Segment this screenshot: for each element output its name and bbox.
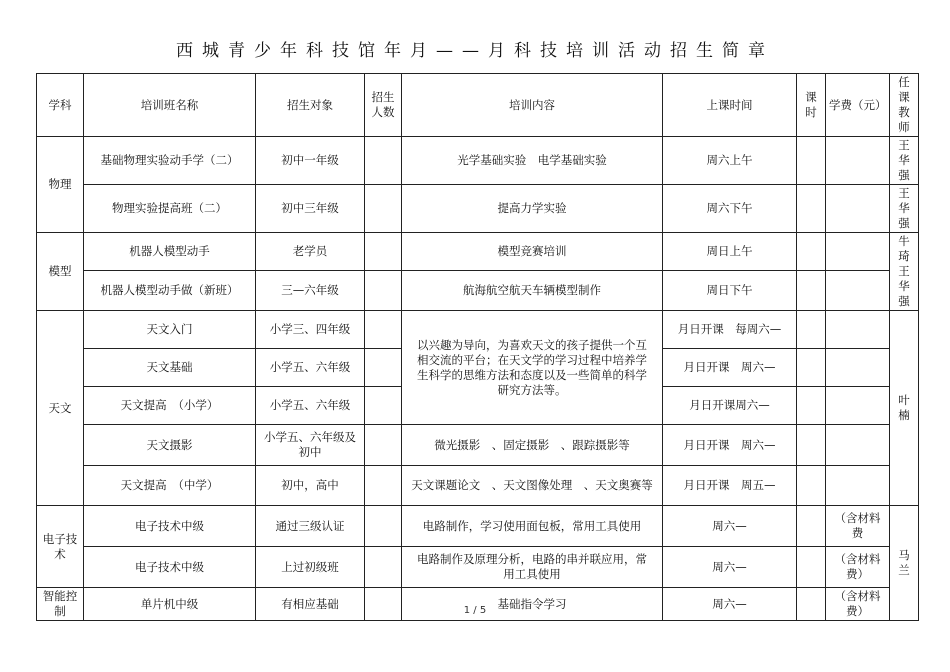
target-cell: 有相应基础 — [256, 588, 365, 621]
subject-cell: 电子技术 — [37, 506, 84, 588]
table-row — [37, 506, 919, 547]
time-cell: 月日开课 周五— — [663, 466, 797, 506]
header-hours: 课时 — [797, 74, 826, 137]
table-row — [37, 547, 919, 588]
hours-cell — [797, 387, 826, 425]
content-cell: 以兴趣为导向，为喜欢天文的孩子提供一个互相交流的平台；在天文学的学习过程中培养学生科学的思维方法和态度以及一些简单的科学研究方法等。 — [402, 311, 663, 425]
fee-cell: （含材料费 — [826, 506, 890, 547]
target-cell: 小学三、四年级 — [256, 311, 365, 349]
fee-cell: （含材料费） — [826, 588, 890, 621]
teacher-cell: 马兰 — [890, 506, 919, 621]
fee-cell — [826, 137, 890, 185]
class-name-cell: 天文摄影 — [84, 425, 256, 466]
target-cell: 三—六年级 — [256, 271, 365, 311]
header-subject: 学科 — [37, 74, 84, 137]
header-teacher: 任课教师 — [890, 74, 919, 137]
time-cell: 周日上午 — [663, 233, 797, 271]
class-name-cell: 天文基础 — [84, 349, 256, 387]
hours-cell — [797, 233, 826, 271]
hours-cell — [797, 137, 826, 185]
target-cell: 上过初级班 — [256, 547, 365, 588]
header-row — [37, 74, 919, 137]
fee-cell — [826, 387, 890, 425]
class-name-cell: 机器人模型动手 — [84, 233, 256, 271]
page-number: 1 / 5 — [463, 605, 487, 616]
table-row — [37, 233, 919, 271]
time-cell: 周六— — [663, 547, 797, 588]
enroll-cell — [365, 349, 402, 387]
target-cell: 初中，高中 — [256, 466, 365, 506]
hours-cell — [797, 547, 826, 588]
time-cell: 月日开课周六— — [663, 387, 797, 425]
header-time: 上课时间 — [663, 74, 797, 137]
class-name-cell: 天文提高 （中学） — [84, 466, 256, 506]
content-cell: 基础指令学习 — [402, 588, 663, 621]
teacher-cell: 王华强 — [890, 185, 919, 233]
hours-cell — [797, 466, 826, 506]
header-class-name: 培训班名称 — [84, 74, 256, 137]
hours-cell — [797, 311, 826, 349]
enroll-cell — [365, 506, 402, 547]
hours-cell — [797, 271, 826, 311]
subject-cell: 智能控制 — [37, 588, 84, 621]
class-name-cell: 机器人模型动手做（新班） — [84, 271, 256, 311]
target-cell: 初中一年级 — [256, 137, 365, 185]
target-cell: 小学五、六年级 — [256, 387, 365, 425]
content-cell: 电路制作及原理分析，电路的串并联应用，常用工具使用 — [402, 547, 663, 588]
fee-cell — [826, 311, 890, 349]
enroll-cell — [365, 466, 402, 506]
content-cell: 提高力学实验 — [402, 185, 663, 233]
fee-cell — [826, 425, 890, 466]
content-cell: 微光摄影 、固定摄影 、跟踪摄影等 — [402, 425, 663, 466]
target-cell: 小学五、六年级 — [256, 349, 365, 387]
table-row — [37, 425, 919, 466]
course-table — [36, 73, 922, 621]
teacher-cell: 叶楠 — [890, 311, 919, 506]
teacher-cell: 王华强 — [890, 137, 919, 185]
class-name-cell: 天文入门 — [84, 311, 256, 349]
time-cell: 周六下午 — [663, 185, 797, 233]
hours-cell — [797, 349, 826, 387]
fee-cell — [826, 233, 890, 271]
time-cell: 月日开课 周六— — [663, 425, 797, 466]
class-name-cell: 天文提高 （小学） — [84, 387, 256, 425]
hours-cell — [797, 425, 826, 466]
class-name-cell: 电子技术中级 — [84, 547, 256, 588]
fee-cell — [826, 271, 890, 311]
subject-cell: 模型 — [37, 233, 84, 311]
enroll-cell — [365, 311, 402, 349]
fee-cell — [826, 185, 890, 233]
target-cell: 通过三级认证 — [256, 506, 365, 547]
enroll-cell — [365, 271, 402, 311]
fee-cell — [826, 349, 890, 387]
table-row — [37, 137, 919, 185]
content-cell: 电路制作，学习使用面包板，常用工具使用 — [402, 506, 663, 547]
header-target: 招生对象 — [256, 74, 365, 137]
time-cell: 月日开课 每周六— — [663, 311, 797, 349]
enroll-cell — [365, 547, 402, 588]
table-row — [37, 311, 919, 349]
class-name-cell: 物理实验提高班（二） — [84, 185, 256, 233]
table-row — [37, 185, 919, 233]
time-cell: 周六— — [663, 506, 797, 547]
teacher-cell: 牛琦 王华强 — [890, 233, 919, 311]
enroll-cell — [365, 387, 402, 425]
time-cell: 月日开课 周六— — [663, 349, 797, 387]
class-name-cell: 单片机中级 — [84, 588, 256, 621]
enroll-cell — [365, 137, 402, 185]
target-cell: 初中三年级 — [256, 185, 365, 233]
subject-cell: 天文 — [37, 311, 84, 506]
content-cell: 天文课题论文 、天文图像处理 、天文奥赛等 — [402, 466, 663, 506]
class-name-cell: 基础物理实验动手学（二） — [84, 137, 256, 185]
class-name-cell: 电子技术中级 — [84, 506, 256, 547]
header-fee: 学费（元） — [826, 74, 890, 137]
time-cell: 周日下午 — [663, 271, 797, 311]
enroll-cell — [365, 233, 402, 271]
time-cell: 周六上午 — [663, 137, 797, 185]
enroll-cell — [365, 425, 402, 466]
hours-cell — [797, 506, 826, 547]
content-cell: 光学基础实验 电学基础实验 — [402, 137, 663, 185]
page-title: 西城青少年科技馆年月——月科技培训活动招生简章 — [176, 41, 774, 61]
table-row — [37, 466, 919, 506]
target-cell: 老学员 — [256, 233, 365, 271]
table-row — [37, 271, 919, 311]
target-cell: 小学五、六年级及初中 — [256, 425, 365, 466]
enroll-cell — [365, 185, 402, 233]
time-cell: 周六— — [663, 588, 797, 621]
content-cell: 航海航空航天车辆模型制作 — [402, 271, 663, 311]
fee-cell — [826, 466, 890, 506]
content-cell: 模型竞赛培训 — [402, 233, 663, 271]
header-enroll: 招生人数 — [365, 74, 402, 137]
subject-cell: 物理 — [37, 137, 84, 233]
hours-cell — [797, 185, 826, 233]
fee-cell: （含材料费） — [826, 547, 890, 588]
header-content: 培训内容 — [402, 74, 663, 137]
